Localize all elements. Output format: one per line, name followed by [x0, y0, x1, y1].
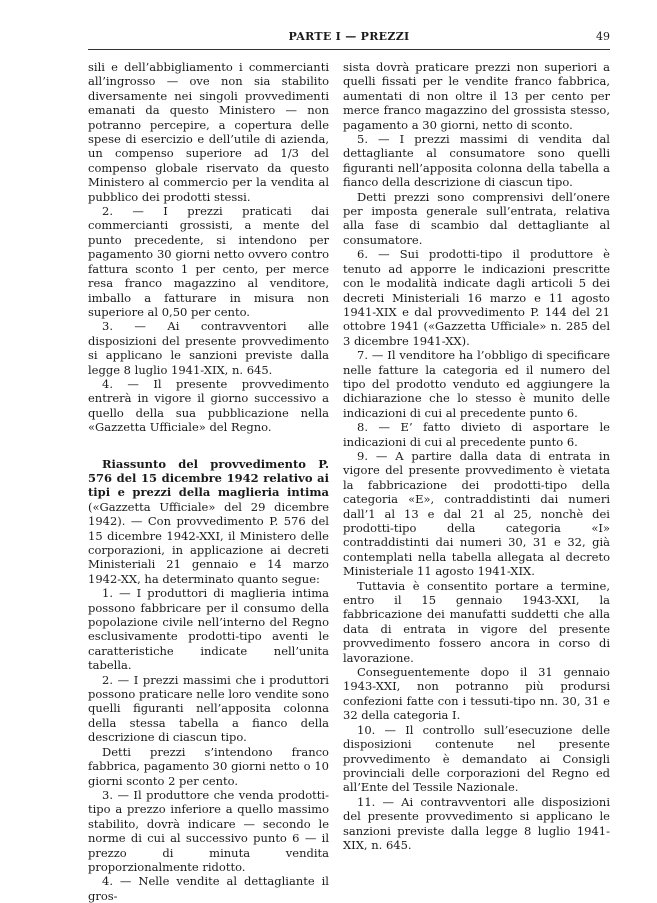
summary-item-1: 1. — I produttori di maglieria intima possono fabbricare per il consumo della popolazione civile nell’interno del Regno esclusivamente prodotti-tipo aventi le caratteristiche indicate nell’unita tabella.: [88, 586, 329, 673]
running-title: PARTE I — PREZZI: [288, 30, 410, 43]
summary-item-3: 3. — Il produttore che venda prodotti-tipo a prezzo inferiore a quello massimo stabilito, dovrà indicare — secondo le norme di cui al successivo punto 6 — il prezzo di minuta vendita proporzionalmente ridotto.: [88, 787, 329, 874]
summary-item-4: 4. — Nelle vendite al dettagliante il gros-: [88, 874, 329, 903]
summary-item-10: 10. — Il controllo sull’esecuzione delle disposizioni contenute nel presente provvedimento è demandato ai Consigli provinciali delle corporazioni del Regno ed all’Ente del Tessile Nazionale.: [343, 722, 610, 795]
summary-item-5-note: Detti prezzi sono comprensivi dell’onere per imposta generale sull’entrata, relativa alla fase di scambio dal dettagliante al consumatore.: [343, 189, 610, 247]
header-rule: [88, 49, 610, 50]
summary-item-7: 7. — Il venditore ha l’obbligo di specificare nelle fatture la categoria ed il numero del tipo del prodotto venduto ed aggiungere la dichiarazione che lo stesso è munito delle indicazioni di cui al precedente punto 6.: [343, 348, 610, 420]
summary-item-6: 6. — Sui prodotti-tipo il produttore è tenuto ad apporre le indicazioni prescritte con le modalità indicate dagli articoli 5 dei decreti Ministeriali 16 marzo e 11 agosto 1941-XIX e dal provvedimento P. 144 del 21 ottobre 1941 («Gazzetta Ufficiale» n. 285 del 3 dicembre 1941-XX).: [343, 247, 610, 348]
summary-item-5: 5. — I prezzi massimi di vendita dal dettagliante al consumatore sono quelli figuranti nell’apposita colonna della tabella a fianco della descrizione di ciascun tipo.: [343, 132, 610, 190]
paragraph-2: 2. — I prezzi praticati dai commercianti grossisti, a mente del punto precedente, si intendono per pagamento 30 giorni netto ovvero contro fattura sconto 1 per cento, per merce resa franco magazzino al venditore, imballo a fatturare in misura non superiore al 0,50 per cento.: [88, 204, 329, 319]
right-column: [343, 60, 610, 852]
summary-title: Riassunto del provvedimento P. 576 del 15 dicembre 1942 relativo ai tipi e prezzi della maglieria intima: [88, 456, 329, 500]
paragraph-continued-right: sista dovrà praticare prezzi non superiori a quelli fissati per le vendite franco fabbrica, aumentati di non oltre il 13 per cento per merce franco magazzino del grossista stesso, pagamento a 30 giorni, netto di sconto.: [343, 60, 610, 132]
summary-paragraph: [88, 457, 329, 587]
summary-body: («Gazzetta Ufficiale» del 29 dicembre 1942). — Con provvedimento P. 576 del 15 dicembre 1942-XXI, il Ministero delle corporazioni, in applicazione ai decreti Ministeriali 21 gennaio e 14 marzo 1942-XX, ha determinato quanto segue:: [88, 499, 329, 586]
summary-item-2-note: Detti prezzi s’intendono franco fabbrica, pagamento 30 giorni netto o 10 giorni sconto 2 per cento.: [88, 744, 329, 788]
summary-item-9-note-b: Conseguentemente dopo il 31 gennaio 1943-XXI, non potranno più prodursi confezioni fatte con i tessuti-tipo nn. 30, 31 e 32 della categoria I.: [343, 665, 610, 723]
summary-item-9: 9. — A partire dalla data di entrata in vigore del presente provvedimento è vietata la fabbricazione dei prodotti-tipo della categoria «E», contraddistinti dai numeri dall’1 al 13 e dal 21 al 25, nonchè dei prodotti-tipo della categoria «I» contraddistinti dai numeri 30, 31 e 32, già contemplati nella tabella allegata al decreto Ministeriale 11 agosto 1941-XIX.: [343, 448, 610, 579]
paragraph-continued: sili e dell’abbigliamento i commercianti all’ingrosso — ove non sia stabilito diversamente nei singoli provvedimenti emanati da questo Ministero — non potranno percepire, a copertura delle spese di esercizio e dell’utile di azienda, un compenso superiore ad 1/3 del compenso globale riservato da questo Ministero al commercio per la vendita al pubblico dei prodotti stessi.: [88, 60, 329, 204]
paragraph-4: 4. — Il presente provvedimento entrerà in vigore il giorno successivo a quello della sua pubblicazione nella «Gazzetta Ufficiale» del Regno.: [88, 376, 329, 435]
paragraph-3: 3. — Ai contravventori alle disposizioni del presente provvedimento si applicano le sanzioni previste dalla legge 8 luglio 1941-XIX, n. 645.: [88, 319, 329, 377]
left-column: [88, 60, 329, 903]
summary-item-9-note-a: Tuttavia è consentito portare a termine, entro il 15 gennaio 1943-XXI, la fabbricazione dei manufatti suddetti che alla data di entrata in vigore del presente provvedimento fossero ancora in corso di lavorazione.: [343, 578, 610, 665]
summary-item-11: 11. — Ai contravventori alle disposizioni del presente provvedimento si applicano le sanzioni previste dalla legge 8 luglio 1941-XIX, n. 645.: [343, 794, 610, 852]
page-header: [88, 30, 610, 46]
summary-item-2: 2. — I prezzi massimi che i produttori possono praticare nelle loro vendite sono quelli figuranti nell’apposita colonna della stessa tabella a fianco della descrizione di ciascun tipo.: [88, 672, 329, 745]
summary-item-8: 8. — E’ fatto divieto di asportare le indicazioni di cui al precedente punto 6.: [343, 420, 610, 449]
page-number: 49: [596, 30, 610, 43]
